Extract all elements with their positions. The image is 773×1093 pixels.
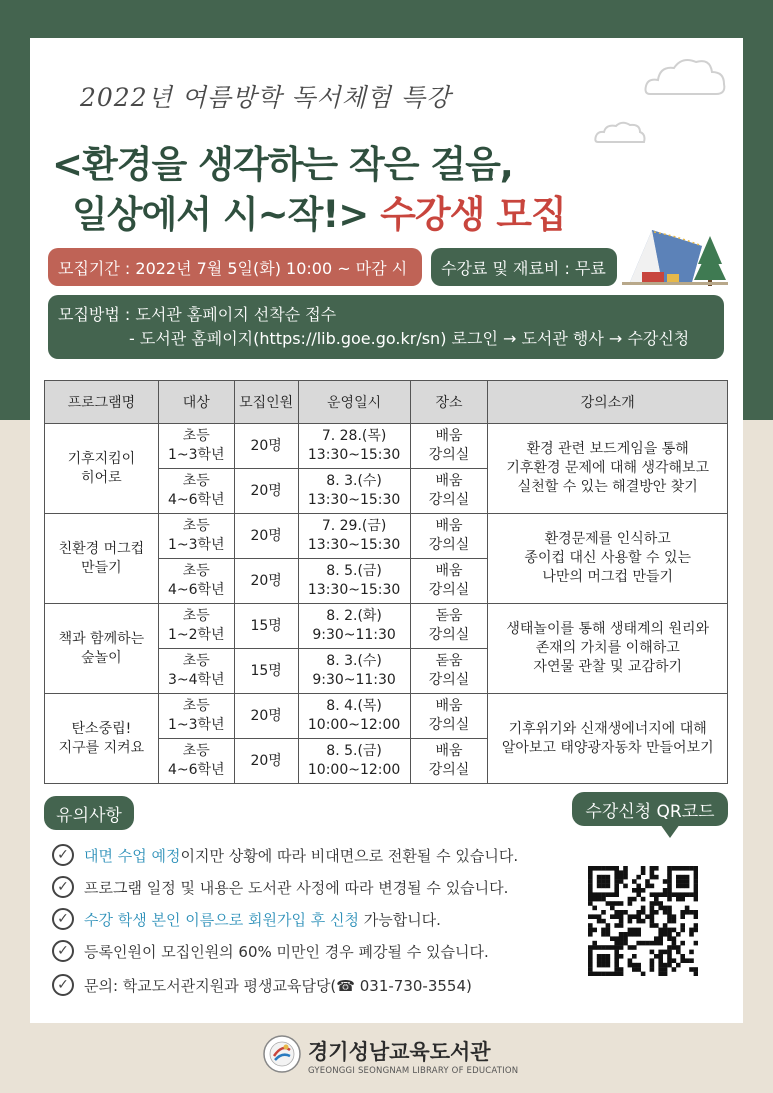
- recruit-method-line-2: - 도서관 홈페이지(https://lib.goe.go.kr/sn) 로그인 → 도서관 행사 → 수강신청: [129, 329, 690, 348]
- program-name-cell: 친환경 머그컵 만들기: [45, 514, 159, 604]
- notice-item: [52, 876, 508, 898]
- qr-heading-tail: [660, 824, 680, 838]
- column-header-program: 프로그램명: [45, 381, 159, 424]
- table-row: [45, 694, 728, 739]
- program-name-cell: 책과 함께하는 숲놀이: [45, 604, 159, 694]
- place-cell: 배움 강의실: [410, 514, 488, 559]
- table-row: [45, 424, 728, 469]
- check-circle-icon: ✓: [52, 844, 74, 866]
- target-cell: 초등 1~2학년: [158, 604, 234, 649]
- recruit-method: [48, 295, 724, 359]
- intro-cell: 환경문제를 인식하고 종이컵 대신 사용할 수 있는 나만의 머그컵 만들기: [488, 514, 728, 604]
- datetime-cell: 8. 4.(목) 10:00~12:00: [298, 694, 410, 739]
- recruit-period: [48, 248, 422, 286]
- cloud-icon: [640, 52, 730, 102]
- title-line-2: [72, 184, 566, 238]
- target-cell: 초등 1~3학년: [158, 424, 234, 469]
- notice-item: [52, 908, 441, 930]
- check-circle-icon: ✓: [52, 974, 74, 996]
- target-cell: 초등 4~6학년: [158, 469, 234, 514]
- datetime-cell: 7. 28.(목) 13:30~15:30: [298, 424, 410, 469]
- intro-cell: 기후위기와 신재생에너지에 대해 알아보고 태양광자동차 만들어보기: [488, 694, 728, 784]
- notice-heading: 유의사항: [44, 796, 134, 830]
- program-table: [44, 380, 728, 784]
- library-name-english: GYEONGGI SEONGNAM LIBRARY OF EDUCATION: [308, 1066, 519, 1076]
- place-cell: 배움 강의실: [410, 694, 488, 739]
- count-cell: 20명: [234, 739, 298, 784]
- notice-highlight: 대면 수업 예정: [84, 846, 181, 865]
- target-cell: 초등 3~4학년: [158, 649, 234, 694]
- table-header-row: [45, 381, 728, 424]
- notice-text: 프로그램 일정 및 내용은 도서관 사정에 따라 변경될 수 있습니다.: [84, 878, 509, 897]
- target-cell: 초등 1~3학년: [158, 514, 234, 559]
- column-header-datetime: 운영일시: [298, 381, 410, 424]
- column-header-place: 장소: [410, 381, 488, 424]
- recruit-period-text: 모집기간 : 2022년 7월 5일(화) 10:00 ~ 마감 시: [58, 258, 408, 278]
- datetime-cell: 8. 3.(수) 13:30~15:30: [298, 469, 410, 514]
- library-emblem-icon: [262, 1034, 302, 1074]
- notice-text: 가능합니다.: [358, 910, 441, 929]
- count-cell: 15명: [234, 604, 298, 649]
- title-line-1: <환경을 생각하는 작은 걸음,: [52, 143, 513, 186]
- place-cell: 배움 강의실: [410, 469, 488, 514]
- place-cell: 배움 강의실: [410, 739, 488, 784]
- intro-cell: 환경 관련 보드게임을 통해 기후환경 문제에 대해 생각해보고 실천할 수 있는 해결방안 찾기: [488, 424, 728, 514]
- notice-text: 문의: 학교도서관지원과 평생교육담당(☎ 031-730-3554): [84, 976, 472, 995]
- notice-item: [52, 844, 518, 866]
- target-cell: 초등 4~6학년: [158, 739, 234, 784]
- check-circle-icon: ✓: [52, 908, 74, 930]
- intro-cell: 생태놀이를 통해 생태계의 원리와 존재의 가치를 이해하고 자연물 관찰 및 교감하기: [488, 604, 728, 694]
- datetime-cell: 7. 29.(금) 13:30~15:30: [298, 514, 410, 559]
- fee-text: 수강료 및 재료비 : 무료: [441, 258, 606, 278]
- notice-text: 이지만 상황에 따라 비대면으로 전환될 수 있습니다.: [180, 846, 519, 865]
- table-row: [45, 604, 728, 649]
- place-cell: 돋움 강의실: [410, 604, 488, 649]
- check-circle-icon: ✓: [52, 940, 74, 962]
- event-subtitle: 2022년 여름방학 독서체험 특강: [80, 83, 452, 112]
- qr-heading: 수강신청 QR코드: [572, 792, 728, 826]
- target-cell: 초등 1~3학년: [158, 694, 234, 739]
- place-cell: 배움 강의실: [410, 424, 488, 469]
- title-line-2-text: 일상에서 시~작!>: [72, 193, 369, 236]
- column-header-intro: 강의소개: [488, 381, 728, 424]
- title-highlight: 수강생 모집: [380, 193, 566, 236]
- count-cell: 20명: [234, 559, 298, 604]
- notice-highlight: 수강 학생 본인 이름으로 회원가입 후 신청: [84, 910, 359, 929]
- place-cell: 배움 강의실: [410, 559, 488, 604]
- count-cell: 20명: [234, 469, 298, 514]
- datetime-cell: 8. 3.(수) 9:30~11:30: [298, 649, 410, 694]
- library-name: 경기성남교육도서관: [308, 1040, 491, 1064]
- program-name-cell: 기후지킴이 히어로: [45, 424, 159, 514]
- datetime-cell: 8. 2.(화) 9:30~11:30: [298, 604, 410, 649]
- count-cell: 20명: [234, 424, 298, 469]
- check-circle-icon: ✓: [52, 876, 74, 898]
- notice-text: 등록인원이 모집인원의 60% 미만인 경우 폐강될 수 있습니다.: [84, 942, 489, 961]
- recruit-method-line-1: 모집방법 : 도서관 홈페이지 선착순 접수: [58, 305, 337, 324]
- column-header-count: 모집인원: [234, 381, 298, 424]
- count-cell: 20명: [234, 514, 298, 559]
- program-name-cell: 탄소중립! 지구를 지켜요: [45, 694, 159, 784]
- notice-item: [52, 974, 472, 996]
- notice-item: [52, 940, 489, 962]
- column-header-target: 대상: [158, 381, 234, 424]
- place-cell: 돋움 강의실: [410, 649, 488, 694]
- tent-illustration-icon: [622, 224, 728, 288]
- count-cell: 20명: [234, 694, 298, 739]
- target-cell: 초등 4~6학년: [158, 559, 234, 604]
- count-cell: 15명: [234, 649, 298, 694]
- small-cloud-icon: [592, 118, 648, 146]
- datetime-cell: 8. 5.(금) 13:30~15:30: [298, 559, 410, 604]
- qr-code-icon[interactable]: [588, 866, 698, 980]
- qr-code-graphic: [588, 866, 698, 976]
- table-row: [45, 514, 728, 559]
- fee-badge: [431, 248, 617, 286]
- datetime-cell: 8. 5.(금) 10:00~12:00: [298, 739, 410, 784]
